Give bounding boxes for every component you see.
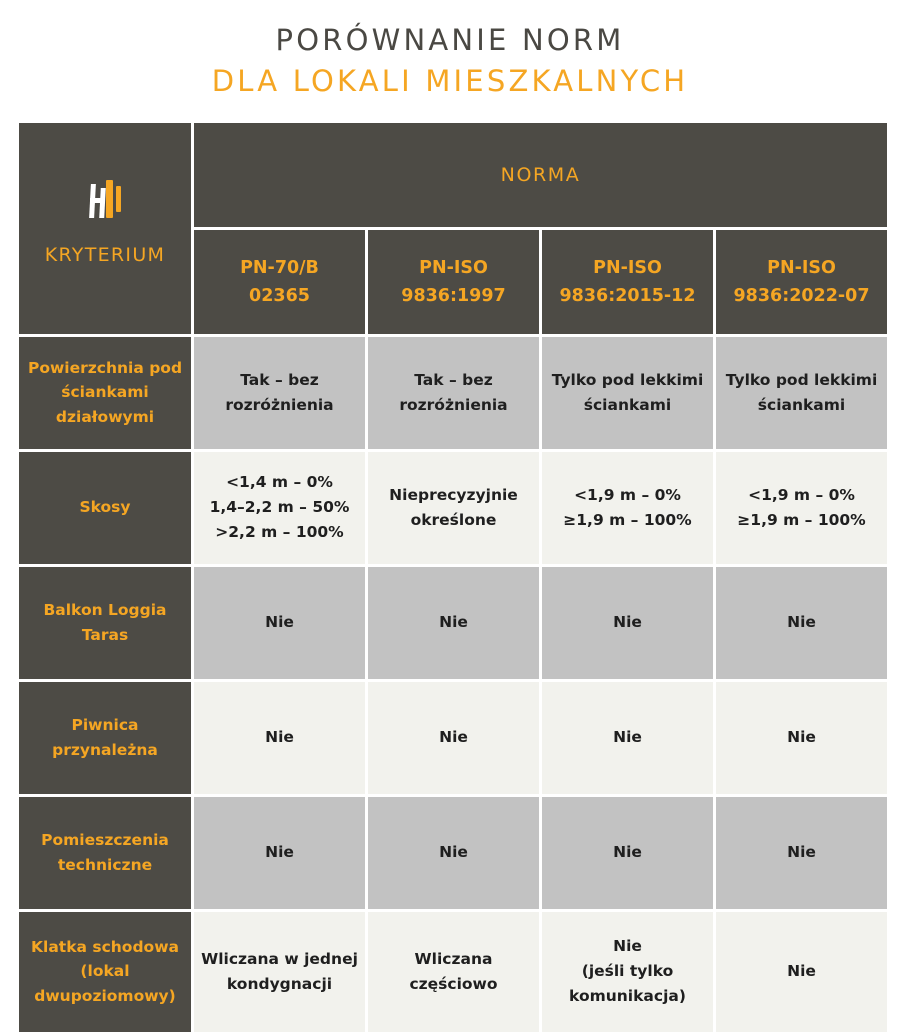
cell-0-3: Tylko pod lekkimi ściankami bbox=[716, 337, 887, 449]
table-row bbox=[19, 797, 887, 909]
norm-comparison-table bbox=[16, 120, 890, 1035]
row-label-3: Piwnica przynależna bbox=[19, 682, 191, 794]
cell-1-1: Nieprecyzyjnie określone bbox=[368, 452, 539, 564]
criterion-header-label: KRYTERIUM bbox=[44, 244, 166, 266]
row-label-5: Klatka schodowa (lokal dwupoziomowy) bbox=[19, 912, 191, 1032]
cell-2-3: Nie bbox=[716, 567, 887, 679]
table-row bbox=[19, 912, 887, 1032]
logo-and-criterion-cell bbox=[19, 123, 191, 334]
cell-5-3: Nie bbox=[716, 912, 887, 1032]
comparison-table-container bbox=[16, 100, 884, 1035]
cell-1-0: <1,4 m – 0% 1,4–2,2 m – 50% >2,2 m – 100% bbox=[194, 452, 365, 564]
row-label-0: Powierzchnia pod ściankami działowymi bbox=[19, 337, 191, 449]
table-row bbox=[19, 337, 887, 449]
table-row bbox=[19, 452, 887, 564]
cell-2-1: Nie bbox=[368, 567, 539, 679]
row-label-4: Pomieszczenia techniczne bbox=[19, 797, 191, 909]
cell-4-0: Nie bbox=[194, 797, 365, 909]
cell-3-0: Nie bbox=[194, 682, 365, 794]
cell-0-1: Tak – bez rozróżnienia bbox=[368, 337, 539, 449]
cell-0-0: Tak – bez rozróżnienia bbox=[194, 337, 365, 449]
column-header-3-line2: 9836:2022-07 bbox=[733, 285, 870, 306]
cell-3-3: Nie bbox=[716, 682, 887, 794]
cell-0-2: Tylko pod lekkimi ściankami bbox=[542, 337, 713, 449]
table-row bbox=[19, 567, 887, 679]
table-row bbox=[19, 682, 887, 794]
row-label-1: Skosy bbox=[19, 452, 191, 564]
cell-3-1: Nie bbox=[368, 682, 539, 794]
column-header-1-line2: 9836:1997 bbox=[401, 285, 506, 306]
column-header-1 bbox=[368, 230, 539, 334]
cell-5-2: Nie (jeśli tylko komunikacja) bbox=[542, 912, 713, 1032]
h-monogram-logo bbox=[88, 178, 122, 218]
norma-group-header: NORMA bbox=[194, 123, 887, 227]
title-line-primary: PORÓWNANIE NORM bbox=[275, 23, 625, 57]
cell-5-0: Wliczana w jednej kondygnacji bbox=[194, 912, 365, 1032]
cell-2-2: Nie bbox=[542, 567, 713, 679]
cell-4-3: Nie bbox=[716, 797, 887, 909]
cell-1-3: <1,9 m – 0% ≥1,9 m – 100% bbox=[716, 452, 887, 564]
cell-2-0: Nie bbox=[194, 567, 365, 679]
cell-4-1: Nie bbox=[368, 797, 539, 909]
table-header-row-group bbox=[19, 123, 887, 227]
column-header-3-line1: PN-ISO bbox=[767, 257, 836, 278]
cell-3-2: Nie bbox=[542, 682, 713, 794]
page-title bbox=[0, 0, 900, 100]
column-header-0-line1: PN-70/B bbox=[240, 257, 319, 278]
title-line-secondary: DLA LOKALI MIESZKALNYCH bbox=[211, 64, 689, 99]
row-label-2: Balkon Loggia Taras bbox=[19, 567, 191, 679]
column-header-2 bbox=[542, 230, 713, 334]
cell-1-2: <1,9 m – 0% ≥1,9 m – 100% bbox=[542, 452, 713, 564]
column-header-2-line2: 9836:2015-12 bbox=[559, 285, 696, 306]
column-header-2-line1: PN-ISO bbox=[593, 257, 662, 278]
cell-4-2: Nie bbox=[542, 797, 713, 909]
column-header-3 bbox=[716, 230, 887, 334]
column-header-0-line2: 02365 bbox=[249, 285, 310, 306]
cell-5-1: Wliczana częściowo bbox=[368, 912, 539, 1032]
column-header-0 bbox=[194, 230, 365, 334]
column-header-1-line1: PN-ISO bbox=[419, 257, 488, 278]
